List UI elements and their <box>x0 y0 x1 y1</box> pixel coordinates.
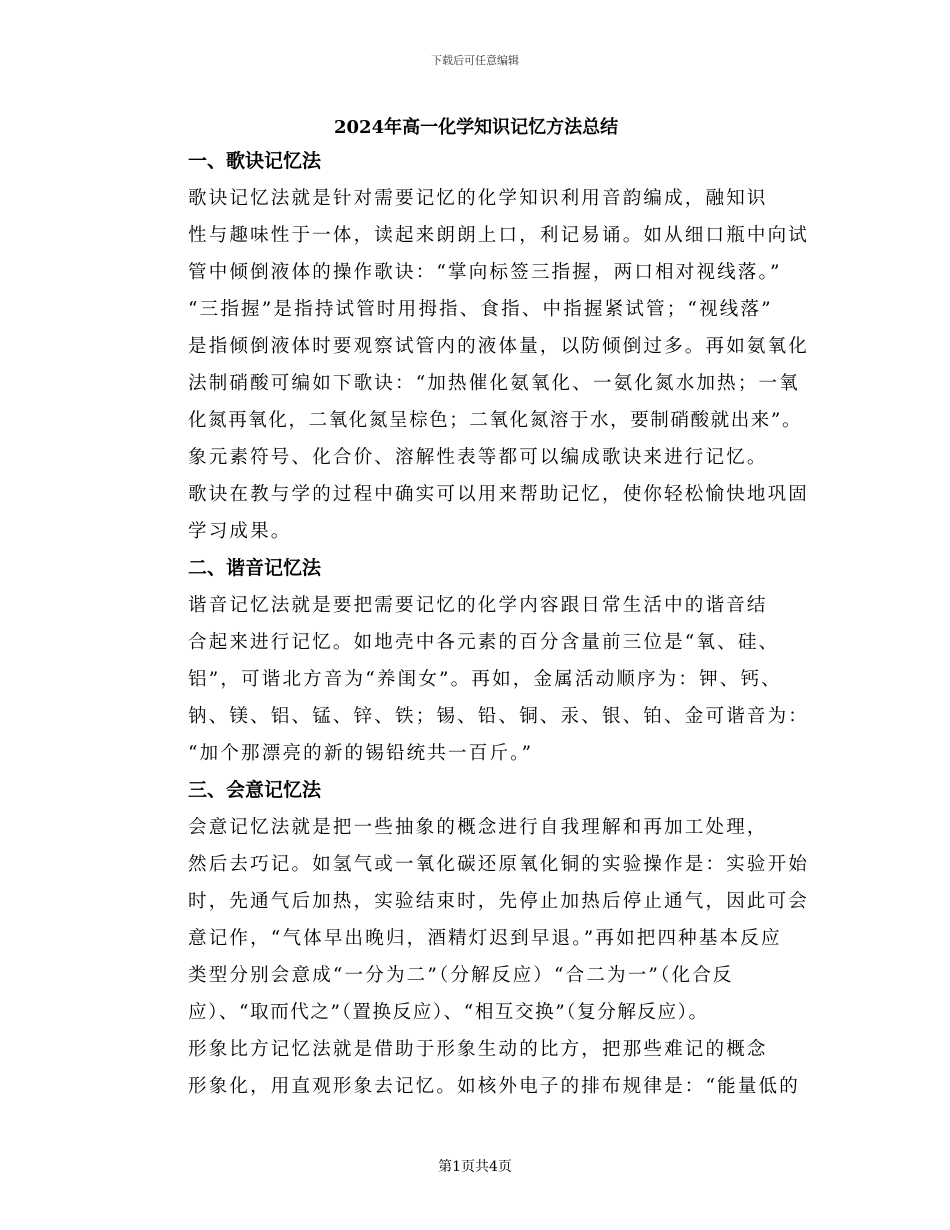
paragraph-line: 钠、镁、铝、锰、锌、铁；锡、铅、铜、汞、银、铂、金可谐音为： <box>188 706 810 727</box>
paragraph-line: 性与趣味性于一体，读起来朗朗上口，利记易诵。如从细口瓶中向试 <box>188 225 810 246</box>
paragraph-line: 象元素符号、化合价、溶解性表等都可以编成歌诀来进行记忆。 <box>188 447 768 468</box>
paragraph-line: 应）、“取而代之”（置换反应）、“相互交换”（复分解反应）。 <box>188 1002 709 1023</box>
paragraph-line: 会意记忆法就是把一些抽象的概念进行自我理解和再加工处理， <box>188 817 768 838</box>
paragraph-line: 管中倾倒液体的操作歌诀：“掌向标签三指握，两口相对视线落。” <box>188 262 782 283</box>
paragraph-line: 学习成果。 <box>188 521 292 542</box>
section-heading-2: 二、谐音记忆法 <box>188 557 322 579</box>
paragraph <box>142 439 812 550</box>
paragraph-line: 谐音记忆法就是要把需要记忆的化学内容跟日常生活中的谐音结 <box>188 595 768 616</box>
paragraph-line: 形象化，用直观形象去记忆。如核外电子的排布规律是：“能量低的 <box>188 1076 800 1097</box>
paragraph-line: 化氮再氧化，二氧化氮呈棕色；二氧化氮溶于水，要制硝酸就出来”。 <box>188 410 803 431</box>
paragraph-line: 然后去巧记。如氢气或一氧化碳还原氧化铜的实验操作是：实验开始 <box>188 854 810 875</box>
paragraph-line: “三指握”是指持试管时用拇指、食指、中指握紧试管；“视线落” <box>188 299 773 320</box>
paragraph-line: 铝”，可谐北方音为“养闺女”。再如，金属活动顺序为：钾、钙、 <box>188 669 782 690</box>
paragraph-line: 类型分别会意成“一分为二”（分解反应）“合二为一”（化合反 <box>188 965 734 986</box>
section-heading-1: 一、歌诀记忆法 <box>188 150 322 172</box>
paragraph <box>142 587 812 772</box>
paragraph-line: 合起来进行记忆。如地壳中各元素的百分含量前三位是“氧、硅、 <box>188 632 780 653</box>
paragraph <box>142 180 812 439</box>
paragraph-line: “加个那漂亮的新的锡铅统共一百斤。” <box>188 743 534 764</box>
paragraph-line: 歌诀在教与学的过程中确实可以用来帮助记忆，使你轻松愉快地巩固 <box>188 484 810 505</box>
document-body <box>142 113 812 1105</box>
paragraph-line: 是指倾倒液体时要观察试管内的液体量，以防倾倒过多。再如氨氧化 <box>188 336 810 357</box>
paragraph-line: 时，先通气后加热，实验结束时，先停止加热后停止通气，因此可会 <box>188 891 810 912</box>
page-header-note: 下载后可任意编辑 <box>431 54 519 67</box>
page-number: 第1页共4页 <box>438 1159 512 1175</box>
paragraph-line: 法制硝酸可编如下歌诀：“加热催化氨氧化、一氨化氮水加热；一氧 <box>188 373 800 394</box>
document-title: 2024年高一化学知识记忆方法总结 <box>334 117 619 138</box>
section-heading-3: 三、会意记忆法 <box>188 779 322 801</box>
paragraph <box>142 809 812 1031</box>
paragraph-line: 形象比方记忆法就是借助于形象生动的比方，把那些难记的概念 <box>188 1039 768 1060</box>
paragraph-line: 歌诀记忆法就是针对需要记忆的化学知识利用音韵编成，融知识 <box>188 188 768 209</box>
paragraph-line: 意记作，“气体早出晚归，酒精灯迟到早退。”再如把四种基本反应 <box>188 928 782 949</box>
paragraph <box>142 1031 812 1105</box>
